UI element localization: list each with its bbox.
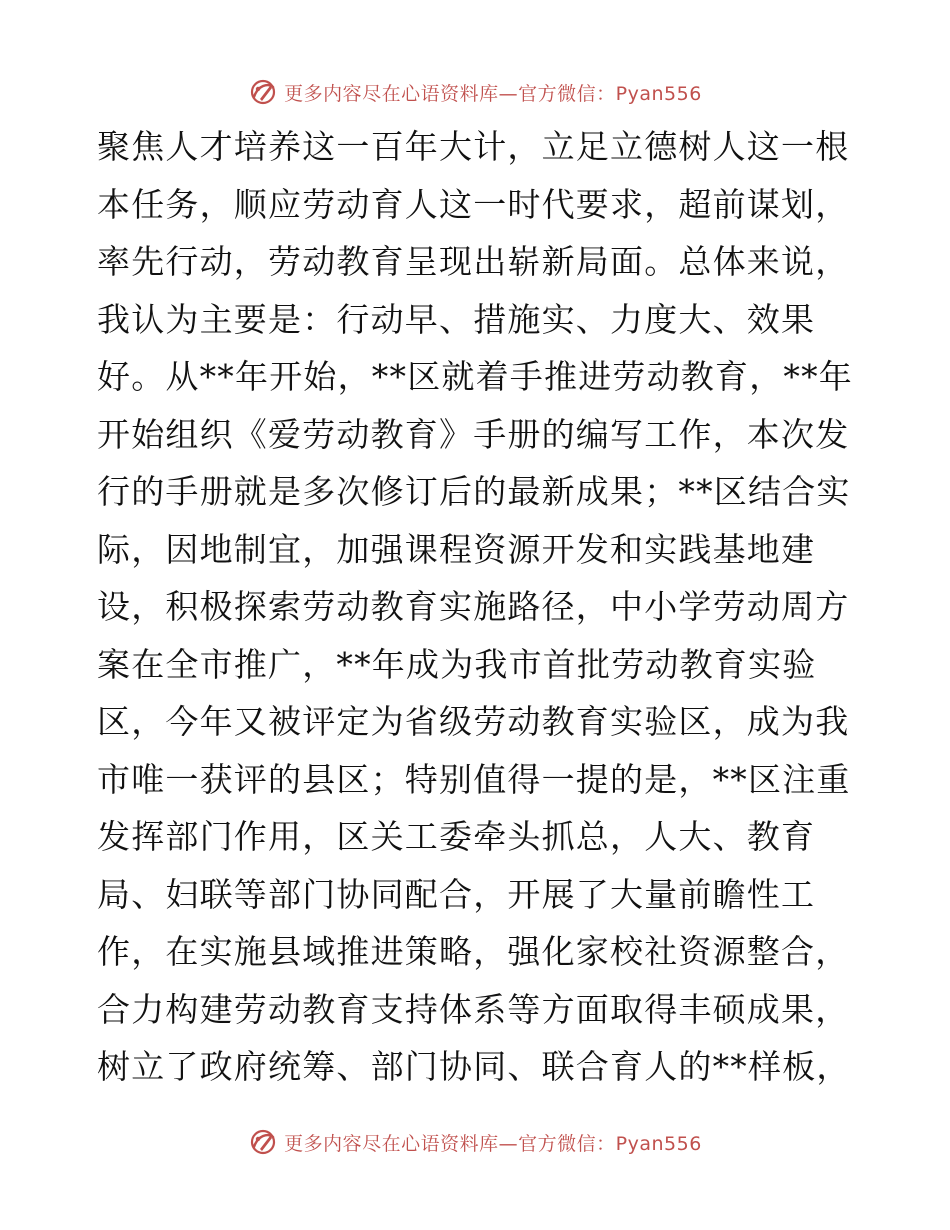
watermark-text: 更多内容尽在心语资料库—官方微信：Pyan556: [284, 82, 702, 105]
body-text-line: 市唯一获评的县区；特别值得一提的是，**区注重: [97, 759, 851, 799]
body-text-line: 合力构建劳动教育支持体系等方面取得丰硕成果，: [97, 989, 850, 1029]
body-text-line: 作，在实施县域推进策略，强化家校社资源整合，: [97, 932, 850, 971]
footer-watermark: [0, 1122, 950, 1162]
body-text-line: 树立了政府统筹、部门协同、联合育人的**样板，: [97, 1047, 851, 1086]
body-text-line: 案在全市推广，**年成为我市首批劳动教育实验: [97, 644, 817, 684]
body-text-line: 行的手册就是多次修订后的最新成果；**区结合实: [97, 472, 851, 511]
body-text-line: 区，今年又被评定为省级劳动教育实验区，成为我: [97, 702, 850, 741]
header-watermark: [0, 72, 950, 112]
pen-swirl-logo-icon: [248, 1127, 278, 1157]
body-text-line: 际，因地制宜，加强课程资源开发和实践基地建: [97, 529, 816, 569]
document-body: [97, 118, 867, 1096]
watermark-text: 更多内容尽在心语资料库—官方微信：Pyan556: [284, 1132, 702, 1155]
body-text-line: 设，积极探索劳动教育实施路径，中小学劳动周方: [97, 587, 850, 626]
body-text-line: 本任务，顺应劳动育人这一时代要求，超前谋划，: [97, 184, 850, 224]
body-text-line: 我认为主要是：行动早、措施实、力度大、效果: [97, 299, 816, 339]
body-text-line: 好。从**年开始，**区就着手推进劳动教育，**年: [97, 357, 853, 396]
pen-swirl-logo-icon: [248, 77, 278, 107]
body-text-line: 局、妇联等部门协同配合，开展了大量前瞻性工: [97, 874, 816, 914]
body-text-line: 聚焦人才培养这一百年大计，立足立德树人这一根: [97, 127, 850, 166]
body-text-line: 率先行动，劳动教育呈现出崭新局面。总体来说，: [97, 242, 850, 281]
body-text-line: 开始组织《爱劳动教育》手册的编写工作，本次发: [97, 414, 850, 454]
body-text-line: 发挥部门作用，区关工委牵头抓总，人大、教育: [97, 817, 816, 856]
